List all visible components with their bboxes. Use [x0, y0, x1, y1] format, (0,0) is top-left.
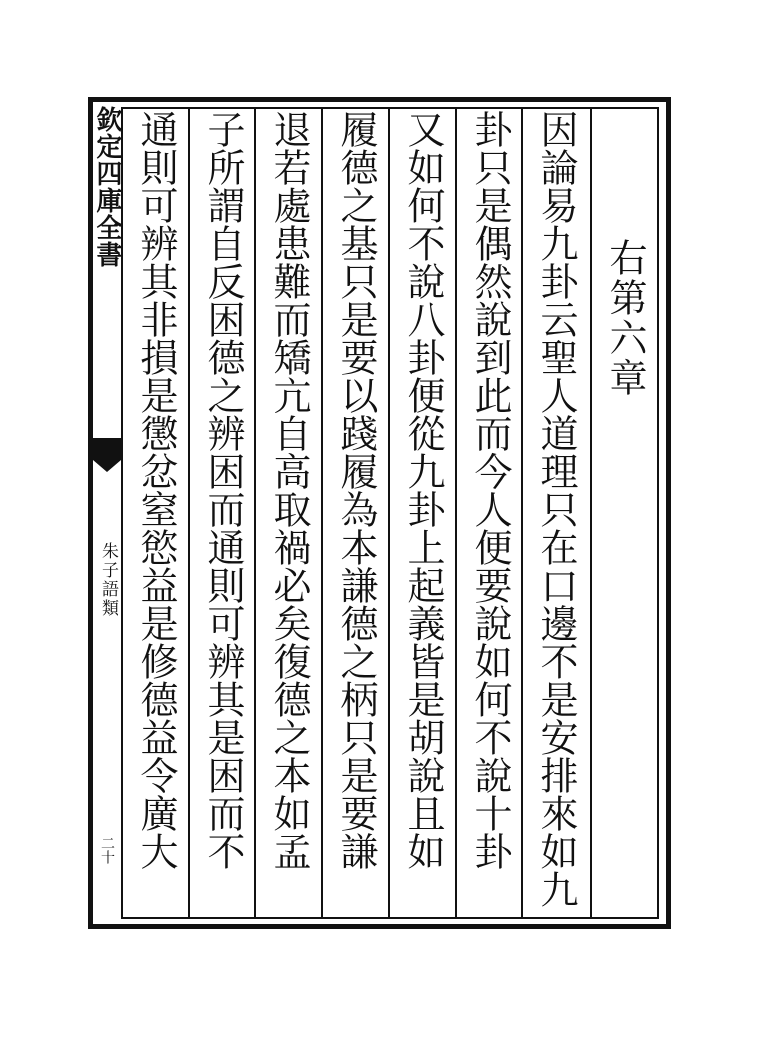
chapter-heading: 右第六章 [603, 238, 647, 398]
page-margin-gutter [93, 102, 121, 924]
fish-tail-ornament-icon [93, 438, 121, 474]
text-column-7: 通則可辨其非損是懲忿窒慾益是修德益令廣大 [134, 110, 178, 870]
text-column-2: 卦只是偶然說到此而今人便要說如何不說十卦 [468, 110, 512, 870]
text-column-5: 退若處患難而矯亢自高取禍必矣復德之本如孟 [267, 110, 311, 870]
work-title: 朱子語類 [98, 542, 118, 618]
text-column-3: 又如何不說八卦便從九卦上起義皆是胡說且如 [401, 110, 445, 870]
text-column-6: 子所謂自反困德之辨困而通則可辨其是困而不 [201, 110, 245, 870]
text-column-4: 履德之基只是要以踐履為本謙德之柄只是要謙 [334, 110, 378, 870]
page-number: 二十 [99, 836, 115, 864]
book-title: 欽定四庫全書 [92, 106, 122, 268]
text-column-1: 因論易九卦云聖人道理只在口邊不是安排來如九 [534, 110, 578, 908]
